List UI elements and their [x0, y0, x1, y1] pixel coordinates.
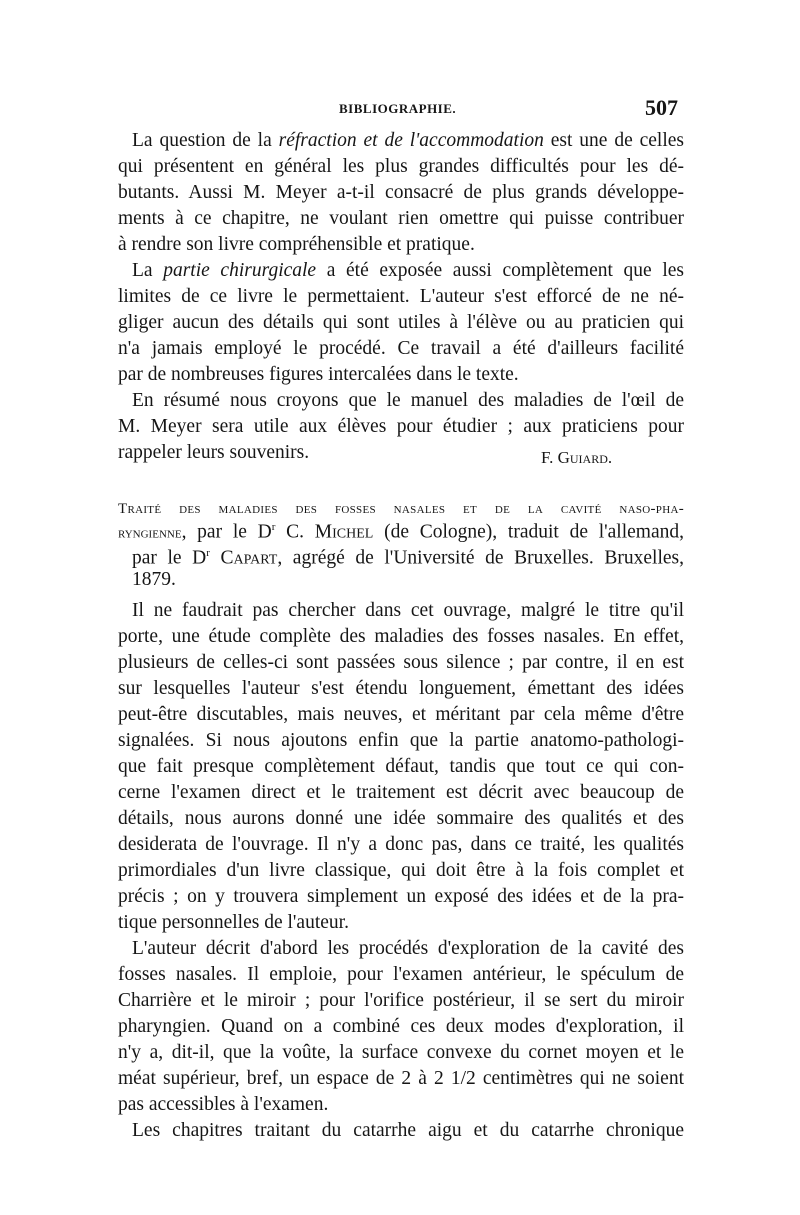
author-signature: F. Guiard. [541, 448, 613, 467]
text-line: porte, une étude complète des maladies des fosses nasales. En effet, [118, 626, 684, 647]
text-line: à rendre son livre compréhensible et pratique. [118, 234, 475, 255]
page-number: 507 [645, 95, 678, 120]
review-heading-line: 1879. [132, 569, 176, 590]
text-line: signalées. Si nous ajoutons enfin que la partie anatomo-pathologi- [118, 730, 684, 751]
text-line: En résumé nous croyons que le manuel des maladies de l'œil de [132, 390, 684, 411]
text-line: limites de ce livre le permettaient. L'auteur s'est efforcé de ne né- [118, 286, 684, 307]
text-line: M. Meyer sera utile aux élèves pour étudier ; aux praticiens pour [118, 416, 684, 437]
text-line: Les chapitres traitant du catarrhe aigu et du catarrhe chronique [132, 1120, 684, 1141]
running-header [0, 95, 800, 123]
text-line: La question de la réfraction et de l'accommodation est une de celles [132, 130, 684, 151]
text-line: L'auteur décrit d'abord les procédés d'exploration de la cavité des [132, 938, 684, 959]
text-line: cerne l'examen direct et le traitement est décrit avec beaucoup de [118, 782, 684, 803]
review-heading-line: Traité des maladies des fosses nasales et de la cavité naso-pha- [118, 501, 684, 517]
text-line: gliger aucun des détails qui sont utiles à l'élève ou au praticien qui [118, 312, 684, 333]
text-line: qui présentent en général les plus grandes difficultés pour les dé- [118, 156, 684, 177]
text-line: primordiales d'un livre classique, qui doit être à la fois complet et [118, 860, 684, 881]
text-line: fosses nasales. Il emploie, pour l'examen antérieur, le spéculum de [118, 964, 684, 985]
text-line: méat supérieur, bref, un espace de 2 à 2 1/2 centimètres qui ne soient [118, 1068, 684, 1089]
text-line: pharyngien. Quand on a combiné ces deux modes d'exploration, il [118, 1016, 684, 1037]
text-line: n'a jamais employé le procédé. Ce travail a été d'ailleurs facilité [118, 338, 684, 359]
text-line: peut-être discutables, mais neuves, et méritant par cela même d'être [118, 704, 684, 725]
running-title: BIBLIOGRAPHIE. [339, 101, 457, 116]
text-line: que fait presque complètement défaut, tandis que tout ce qui con- [118, 756, 684, 777]
text-line: rappeler leurs souvenirs. [118, 442, 310, 463]
text-line: plusieurs de celles-ci sont passées sous silence ; par contre, il en est [118, 652, 684, 673]
text-line: détails, nous aurons donné une idée sommaire des qualités et des [118, 808, 684, 829]
review-heading-line: ryngienne, par le $D^r$ C. Michel (de Cologne), traduit de l'allemand, [118, 521, 684, 543]
text-line: desiderata de l'ouvrage. Il n'y a donc pas, dans ce traité, les qualités [118, 834, 684, 855]
text-line: pas accessibles à l'examen. [118, 1094, 329, 1115]
text-line: Charrière et le miroir ; pour l'orifice postérieur, il se sert du miroir [118, 990, 684, 1011]
text-line: tique personnelles de l'auteur. [118, 912, 349, 933]
italic-term: réfraction et de l'accommodation [278, 130, 544, 151]
text-line: Il ne faudrait pas chercher dans cet ouvrage, malgré le titre qu'il [132, 600, 684, 621]
text-line: précis ; on y trouvera simplement un exposé des idées et de la pra- [118, 886, 684, 907]
text-line: butants. Aussi M. Meyer a-t-il consacré de plus grands développe- [118, 182, 684, 203]
text-line: par de nombreuses figures intercalées dans le texte. [118, 364, 519, 385]
text-line: ments à ce chapitre, ne voulant rien omettre qui puisse contribuer [118, 208, 684, 229]
text-line: La partie chirurgicale a été exposée aussi complètement que les [132, 260, 684, 281]
text-line: n'y a, dit-il, que la voûte, la surface convexe du cornet moyen et le [118, 1042, 684, 1063]
text-line: sur lesquelles l'auteur s'est étendu longuement, émettant des idées [118, 678, 684, 699]
italic-term: partie chirurgicale [163, 260, 317, 281]
review-heading-line: par le $D^r$ Capart, agrégé de l'Université de Bruxelles. Bruxelles, [132, 547, 684, 569]
